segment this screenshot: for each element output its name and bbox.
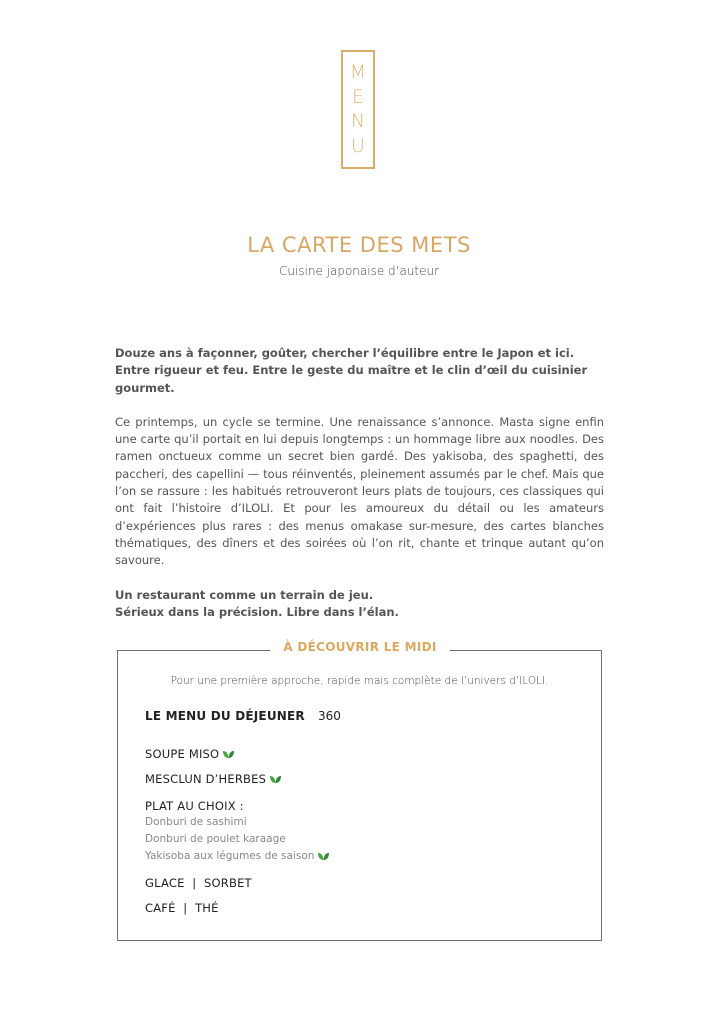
menu-item bbox=[145, 799, 244, 813]
intro-closing-line: Un restaurant comme un terrain de jeu. bbox=[115, 587, 374, 602]
choice-item-label: Donburi de sashimi bbox=[145, 816, 247, 828]
menu-item-label: GLACE | SORBET bbox=[145, 876, 252, 890]
page-subtitle: Cuisine japonaise d’auteur bbox=[278, 264, 440, 278]
menu-item bbox=[145, 901, 219, 915]
menu-item bbox=[145, 876, 252, 890]
menu-item-label: SOUPE MISO bbox=[145, 747, 220, 761]
menu-letter: M bbox=[349, 61, 367, 84]
lunch-description: Pour une première approche, rapide mais complète de l’univers d’ILOLI. bbox=[170, 675, 549, 687]
leaf-icon bbox=[318, 852, 329, 861]
menu-item bbox=[145, 772, 281, 786]
page-title: LA CARTE DES METS bbox=[247, 233, 471, 257]
menu-item-label: CAFÉ | THÉ bbox=[145, 901, 219, 915]
intro-section bbox=[115, 345, 604, 621]
lunch-menu-price: 360 bbox=[318, 709, 341, 723]
menu-letter: U bbox=[351, 134, 365, 157]
intro-lead-line: Douze ans à façonner, goûter, chercher l’équilibre entre le Japon et ici. bbox=[115, 346, 575, 360]
choice-item-label: Yakisoba aux légumes de saison bbox=[145, 850, 315, 862]
choice-item bbox=[145, 833, 286, 845]
menu-logo-box bbox=[341, 50, 375, 169]
leaf-icon bbox=[270, 775, 281, 784]
choice-item bbox=[145, 850, 329, 862]
lunch-menu-box bbox=[117, 650, 602, 941]
menu-letter: N bbox=[350, 110, 366, 133]
leaf-icon bbox=[223, 750, 234, 759]
choice-item-label: Donburi de poulet karaage bbox=[145, 833, 286, 845]
intro-closing-line: Sérieux dans la précision. Libre dans l’élan. bbox=[115, 604, 399, 619]
menu-item-label: MESCLUN D’HERBES bbox=[145, 772, 267, 786]
lunch-menu-name: LE MENU DU DÉJEUNER bbox=[145, 709, 305, 723]
menu-letter: E bbox=[351, 85, 364, 108]
choice-item bbox=[145, 816, 247, 828]
intro-body: Ce printemps, un cycle se termine. Une renaissance s’annonce. Masta signe enfin une carte qu’il portait en lui depuis longtemps : un hommage libre aux noodles. Des ramen onctueux comme un secret bien gardé. Des yakisoba, des spaghetti, des paccheri, des capellini — tous réinventés, pleinement assumés par le chef. Mais que l’on se rassure : les habitués retrouveront leurs plats de toujours, ces classiques qui ont fait l’histoire d’ILOLI. Et pour les amoureux du détail ou les amateurs d’expériences plus rares : des menus omakase sur-mesure, des cartes blanches thématiques, des dîners et des soirées où l’on rit, chante et trinque autant qu’on savoure. bbox=[115, 414, 604, 568]
intro-lead-line: Entre rigueur et feu. Entre le geste du maître et le clin d’œil du cuisinier gourmet. bbox=[115, 363, 588, 395]
lunch-section-title: À DÉCOUVRIR LE MIDI bbox=[270, 640, 450, 654]
menu-item-label: PLAT AU CHOIX : bbox=[145, 799, 244, 813]
menu-item bbox=[145, 747, 234, 761]
